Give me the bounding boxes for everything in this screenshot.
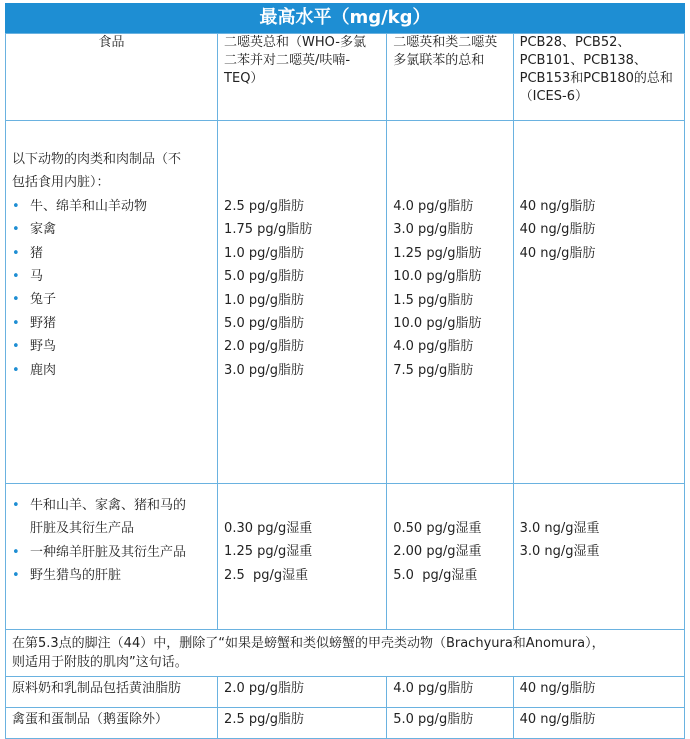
header-ices6: PCB28、PCB52、 PCB101、PCB138、 PCB153和PCB180的总和 （ICES-6）: [513, 34, 684, 121]
milk-ices6: 40 ng/g脂肪: [513, 677, 684, 708]
value: 40 ng/g脂肪: [519, 245, 596, 261]
value: 5.0 pg/g脂肪: [224, 269, 304, 285]
value: 3.0 pg/g脂肪: [224, 362, 304, 378]
value: 2.5 pg/g脂肪: [224, 199, 304, 214]
footnote-note: 在第5.3点的脚注（44）中，删除了“如果是螃蟹和类似螃蟹的甲壳类动物（Brachyura和Anomura）， 则适用于附肢的肌肉”这句话。: [6, 630, 685, 677]
liver-section-row: [6, 484, 685, 630]
value: 3.0 ng/g湿重: [519, 521, 600, 536]
list-item: • 兔子: [12, 288, 211, 311]
egg-dioxin: 2.5 pg/g脂肪: [218, 708, 387, 739]
value: 1.25 pg/g湿重: [224, 544, 313, 560]
list-item: • 野生猎鸟的肝脏: [12, 564, 211, 587]
value: 4.0 pg/g脂肪: [393, 199, 474, 214]
value: 2.5 pg/g湿重: [224, 567, 309, 583]
milk-food: 原料奶和乳制品包括黄油脂肪: [6, 677, 218, 708]
value: 3.0 ng/g湿重: [519, 544, 600, 560]
value: 2.0 pg/g脂肪: [224, 339, 304, 355]
value: 1.0 pg/g脂肪: [224, 292, 304, 308]
table-title: 最高水平（mg/kg）: [5, 3, 685, 33]
list-item-continued: 肝脏及其衍生产品: [30, 521, 135, 537]
list-item: • 鹿肉: [12, 359, 211, 382]
list-item: • 野猪: [12, 312, 211, 335]
milk-dioxin: 2.0 pg/g脂肪: [218, 677, 387, 708]
meat-intro-line: 以下动物的肉类和肉制品（不: [12, 152, 182, 167]
header-dioxin-pcb: 二噁英和类二噁英 多氯联苯的总和: [387, 34, 513, 121]
value: 1.25 pg/g脂肪: [393, 245, 482, 261]
meat-dioxin-pcb-cell: [387, 121, 513, 484]
list-item: • 野鸟: [12, 335, 211, 358]
meat-ices6-cell: [513, 121, 684, 484]
liver-food-cell: [6, 484, 218, 630]
value: 10.0 pg/g脂肪: [393, 315, 482, 331]
milk-dioxin-pcb: 4.0 pg/g脂肪: [387, 677, 513, 708]
liver-dioxin-pcb-cell: [387, 484, 513, 630]
value: 1.5 pg/g脂肪: [393, 292, 474, 308]
value: 7.5 pg/g脂肪: [393, 362, 474, 378]
value: 1.75 pg/g脂肪: [224, 222, 313, 238]
limits-table: [5, 33, 685, 739]
egg-dioxin-pcb: 5.0 pg/g脂肪: [387, 708, 513, 739]
meat-section-row: [6, 121, 685, 484]
value: 3.0 pg/g脂肪: [393, 222, 474, 238]
header-dioxin: 二噁英总和（WHO-多氯 二苯并对二噁英/呋喃- TEQ）: [218, 34, 387, 121]
value: 1.0 pg/g脂肪: [224, 245, 304, 261]
value: 4.0 pg/g脂肪: [393, 339, 474, 355]
meat-food-cell: [6, 121, 218, 484]
liver-dioxin-cell: [218, 484, 387, 630]
liver-ices6-cell: [513, 484, 684, 630]
list-item: • 牛、绵羊和山羊动物: [12, 195, 211, 218]
list-item: • 家禽: [12, 218, 211, 241]
value: 2.00 pg/g湿重: [393, 544, 482, 560]
list-item: • 牛和山羊、家禽、猪和马的: [12, 494, 211, 517]
table-row: [6, 708, 685, 739]
value: 5.0 pg/g湿重: [393, 567, 478, 583]
note-row: [6, 630, 685, 677]
header-food: 食品: [6, 34, 218, 121]
value: 40 ng/g脂肪: [519, 222, 596, 238]
egg-ices6: 40 ng/g脂肪: [513, 708, 684, 739]
value: 40 ng/g脂肪: [519, 199, 596, 214]
table-row: [6, 677, 685, 708]
header-row: [6, 34, 685, 121]
egg-food: 禽蛋和蛋制品（鹅蛋除外）: [6, 708, 218, 739]
meat-intro-line: 包括食用内脏）：: [12, 175, 110, 191]
list-item: • 马: [12, 265, 211, 288]
value: 0.50 pg/g湿重: [393, 521, 482, 536]
value: 0.30 pg/g湿重: [224, 521, 313, 536]
meat-dioxin-cell: [218, 121, 387, 484]
value: 5.0 pg/g脂肪: [224, 315, 304, 331]
list-item: • 一种绵羊肝脏及其衍生产品: [12, 541, 211, 564]
list-item: • 猪: [12, 242, 211, 265]
value: 10.0 pg/g脂肪: [393, 269, 482, 285]
